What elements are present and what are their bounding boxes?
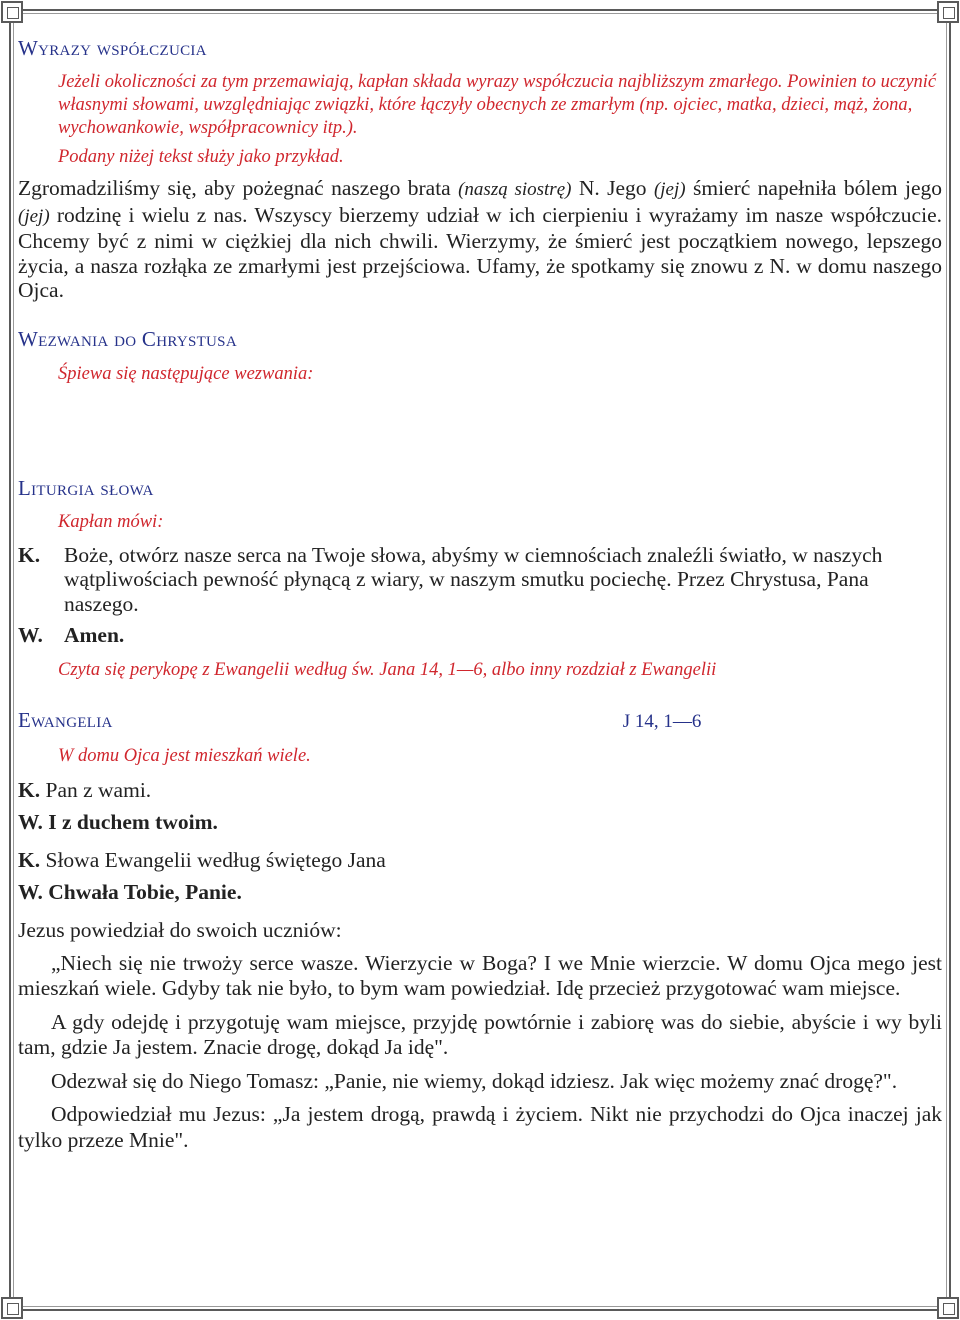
dialogue-w2: W. Chwała Tobie, Panie. — [18, 879, 242, 904]
section-heading-liturgia: Liturgia słowa — [18, 475, 154, 500]
gospel-intro: Jezus powiedział do swoich uczniów: — [18, 917, 342, 942]
gospel-paragraph: A gdy odejdę i przygotuję wam miejsce, przyjdę powtórnie i zabiorę was do siebie, abyście i wy byli tam, gdzie Ja jestem. Znacie drogę, dokąd Ja idę". — [18, 1009, 942, 1059]
section-heading-wezwania: Wezwania do Chrystusa — [18, 326, 237, 351]
rubric-perykopa: Czyta się perykopę z Ewangelii według św. Jana 14, 1—6, albo inny rozdział z Ewangelii — [58, 659, 717, 680]
dialogue-k1: K. Pan z wami. — [18, 777, 152, 802]
corner-ornament-icon — [937, 1, 959, 23]
corner-ornament-icon — [1, 1297, 23, 1319]
dialogue-k2: K. Słowa Ewangelii według świętego Jana — [18, 847, 386, 872]
gospel-paragraph: Odpowiedział mu Jezus: „Ja jestem drogą, prawdą i życiem. Nikt nie przychodzi do Ojca inaczej jak tylko przeze Mnie". — [18, 1102, 942, 1152]
section-heading-ewangelia: Ewangelia — [18, 707, 113, 732]
gospel-reference: J 14, 1—6 — [622, 710, 702, 732]
rubric-gospel-title: W domu Ojca jest mieszkań wiele. — [58, 745, 311, 766]
rubric-kaplan: Kapłan mówi: — [58, 511, 164, 532]
rubric-wezwania: Śpiewa się następujące wezwania: — [58, 363, 314, 384]
corner-ornament-icon — [1, 1, 23, 23]
rubric-example: Podany niżej tekst służy jako przykład. — [58, 147, 344, 167]
dialogue-w1: W. I z duchem twoim. — [18, 809, 218, 834]
condolence-text: Zgromadziliśmy się, aby pożegnać naszego brata (naszą siostrę) N. Jego (jej) śmierć napełniła bólem jego (jej) rodzinę i wielu z nas. Wszyscy bierzemy udział w ich cierpieniu i wyrażamy im nasze współczucie. Chcemy być z nimi w ciężkiej dla nich chwili. Wierzymy, że śmierć jest początkiem nowego, lepszego życia, a nasza rozłąka ze zmarłymi jest przejściowa. Ufamy, że spotkamy się znowu z N. w domu naszego Ojca. — [18, 176, 942, 302]
rubric-wyrazy: Jeżeli okoliczności za tym przemawiają, kapłan składa wyrazy współczucia najbliższym zmarłego. Powinien to uczynić własnymi słowami, uwzględniając związki, które łączyły obecnych ze zmarłym (np. ojciec, matka, dzieci, mąż, żona, wychowankowie, współpracownicy itp.). — [58, 72, 937, 138]
section-heading-wyrazy: Wyrazy współczucia — [18, 36, 207, 60]
prayer-w: W. Amen. — [18, 623, 125, 647]
prayer-k: K. Boże, otwórz nasze serca na Twoje słowa, abyśmy w ciemnościach znaleźli światło, w naszych wątpliwościach pewność płynącą z wiary, w naszym smutku pociechę. Przez Chrystusa, Pana naszego. — [18, 542, 883, 616]
page-content — [18, 30, 942, 1153]
gospel-paragraph: „Niech się nie trwoży serce wasze. Wierzycie w Boga? I we Mnie wierzcie. W domu Ojca mego jest mieszkań wiele. Gdyby tak nie było, to bym wam powiedział. Idę przecież przygotować wam miejsce. — [18, 950, 942, 1000]
corner-ornament-icon — [937, 1297, 959, 1319]
gospel-paragraph: Odezwał się do Niego Tomasz: „Panie, nie wiemy, dokąd idziesz. Jak więc możemy znać drogę?". — [51, 1068, 898, 1093]
gospel-header — [18, 708, 942, 733]
